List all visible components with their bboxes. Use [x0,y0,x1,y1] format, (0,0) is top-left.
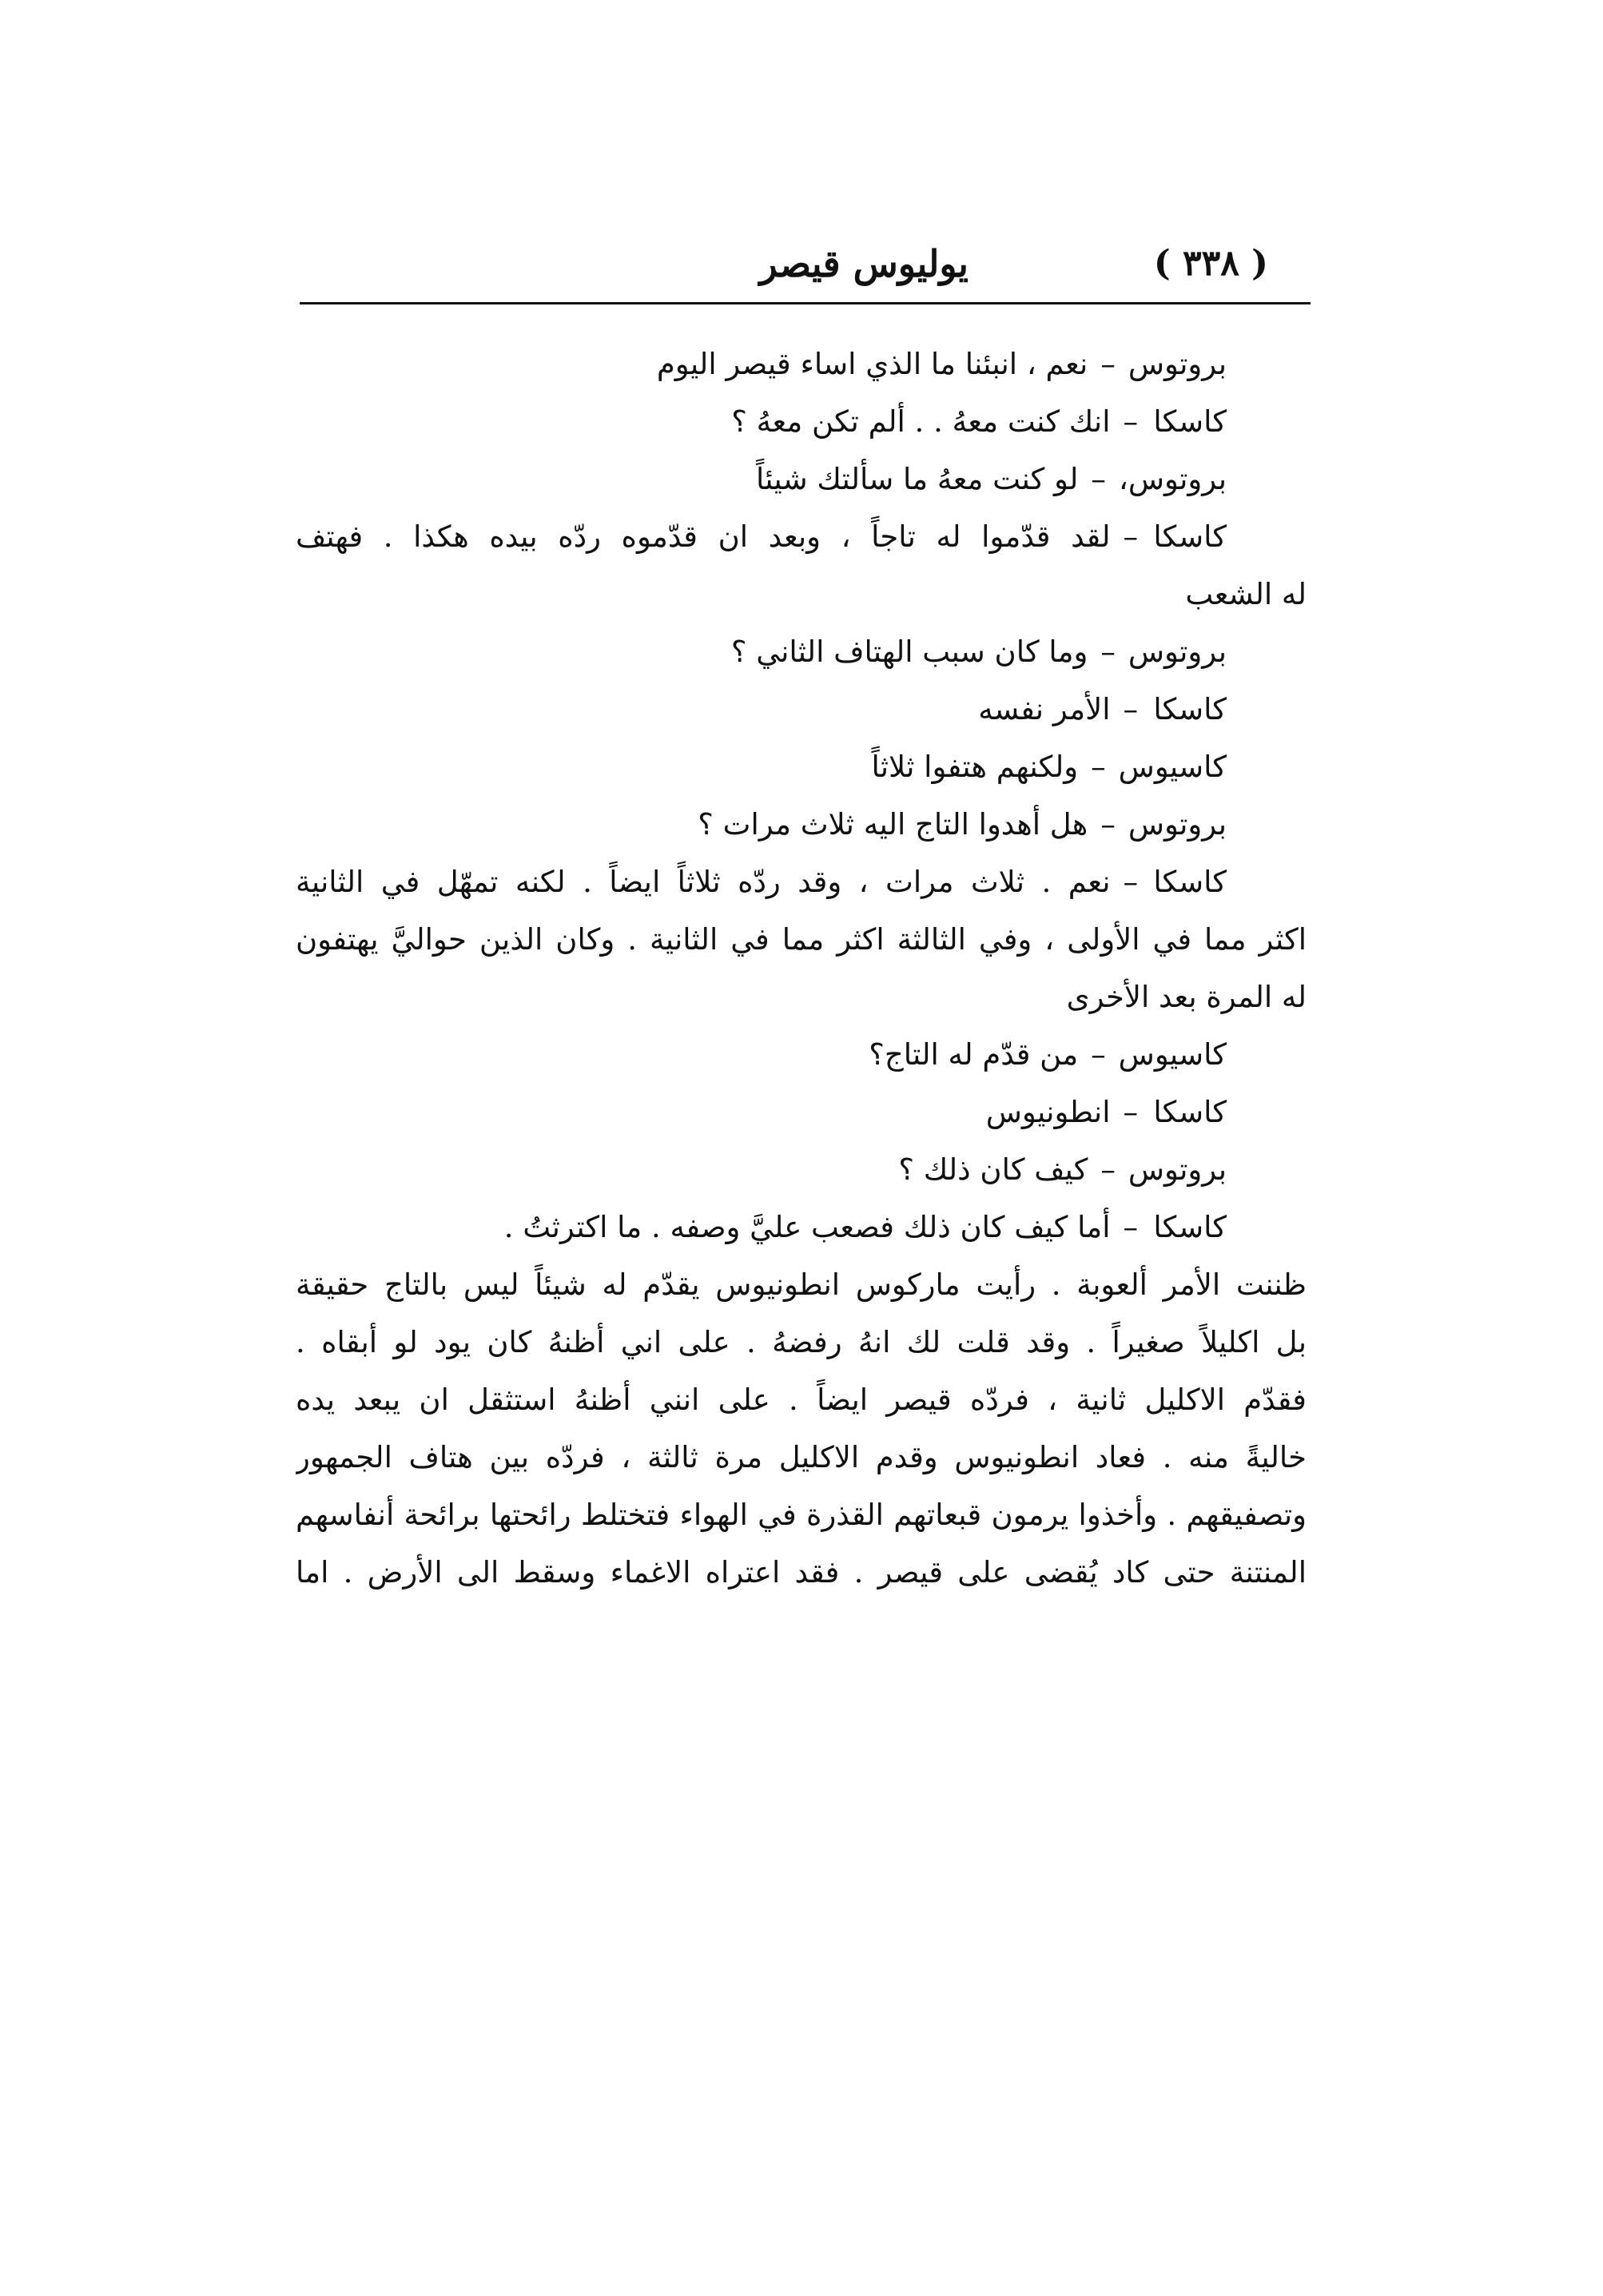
dialogue-line [296,796,1307,854]
page-header [296,240,1312,288]
dialogue-text: كيف كان ذلك ؟ [898,1152,1088,1187]
dialogue-line [296,738,1307,796]
dialogue-dash: – [1091,1037,1106,1072]
running-title: يوليوس قيصر [759,242,969,285]
dialogue-dash: – [1100,807,1116,842]
dialogue-line [296,393,1307,451]
speaker-name: كاسكا [1153,1210,1227,1244]
speaker-name: بروتوس [1128,1152,1227,1187]
dialogue-line [296,1026,1307,1084]
dialogue-text: ولكنهم هتفوا ثلاثاً [871,750,1079,784]
speaker-name: كاسكا [1153,404,1227,439]
prose-line: وتصفيقهم . وأخذوا يرمون قبعاتهم القذرة في الهواء فتختلط رائحتها برائحة أنفاسهم [296,1498,1307,1532]
speaker-name: كاسكا [1153,692,1227,726]
speaker-name: كاسكا [1153,519,1227,554]
prose-line: خاليةً منه . فعاد انطونيوس وقدم الاكليل مرة ثالثة ، فردّه بين هتاف الجمهور [296,1440,1307,1474]
prose-line: فقدّم الاكليل ثانية ، فردّه قيصر ايضاً . على انني أظنهُ استثقل ان يبعد يده [296,1383,1307,1417]
dialogue-dash: – [1123,692,1138,726]
dialogue-dash: – [1091,462,1106,496]
prose-line: له المرة بعد الأخرى [1066,980,1307,1014]
speaker-name: بروتوس، [1118,462,1227,496]
page-number: ( ٣٣٨ ) [1153,243,1268,284]
dialogue-dash: – [1123,865,1138,899]
header-rule [300,302,1311,304]
dialogue-dash: – [1100,1152,1116,1187]
dialogue-line [296,508,1307,566]
prose-line: له الشعب [1185,577,1307,611]
dialogue-text: نعم . ثلاث مرات ، وقد ردّه ثلاثاً ايضاً . لكنه تمهّل في الثانية [296,865,1111,899]
dialogue-text: الأمر نفسه [978,692,1111,726]
dialogue-line [296,1141,1307,1199]
dialogue-line [296,623,1307,681]
dialogue-dash: – [1123,519,1138,554]
speaker-name: بروتوس [1128,807,1227,842]
dialogue-dash: – [1123,404,1138,439]
dialogue-dash: – [1123,1210,1138,1244]
dialogue-line [296,1199,1307,1256]
dialogue-line [296,336,1307,393]
dialogue-dash: – [1091,750,1106,784]
dialogue-text: من قدّم له التاج؟ [869,1037,1079,1072]
dialogue-text: انك كنت معهُ . . ألم تكن معهُ ؟ [731,404,1111,439]
dialogue-text: أما كيف كان ذلك فصعب عليَّ وصفه . ما اكترثتُ . [503,1210,1111,1244]
dialogue-line [296,451,1307,508]
speaker-name: كاسيوس [1118,750,1227,784]
speaker-name: بروتوس [1128,347,1227,381]
body-text [296,336,1307,1602]
dialogue-text: لو كنت معهُ ما سألتك شيئاً [755,462,1079,496]
speaker-name: كاسكا [1153,865,1227,899]
dialogue-dash: – [1123,1095,1138,1129]
dialogue-text: انطونيوس [985,1095,1111,1129]
dialogue-line [296,854,1307,911]
speaker-name: كاسكا [1153,1095,1227,1129]
prose-line: ظننت الأمر ألعوبة . رأيت ماركوس انطونيوس يقدّم له شيئاً ليس بالتاج حقيقة [296,1267,1307,1302]
speaker-name: بروتوس [1128,635,1227,669]
prose-line: المنتنة حتى كاد يُقضى على قيصر . فقد اعتراه الاغماء وسقط الى الأرض . اما [296,1555,1307,1590]
prose-line: اكثر مما في الأولى ، وفي الثالثة اكثر مما في الثانية . وكان الذين حواليَّ يهتفون [296,922,1307,957]
prose-line: بل اكليلاً صغيراً . وقد قلت لك انهُ رفضهُ . على اني أظنهُ كان يود لو أبقاه . [296,1325,1307,1359]
dialogue-text: هل أهدوا التاج اليه ثلاث مرات ؟ [698,807,1088,842]
dialogue-dash: – [1100,347,1116,381]
dialogue-text: لقد قدّموا له تاجاً ، وبعد ان قدّموه ردّه بيده هكذا . فهتف [296,519,1111,554]
dialogue-line [296,1084,1307,1141]
dialogue-line [296,681,1307,738]
dialogue-dash: – [1100,635,1116,669]
speaker-name: كاسيوس [1118,1037,1227,1072]
dialogue-text: نعم ، انبئنا ما الذي اساء قيصر اليوم [656,347,1088,381]
dialogue-text: وما كان سبب الهتاف الثاني ؟ [730,635,1088,669]
